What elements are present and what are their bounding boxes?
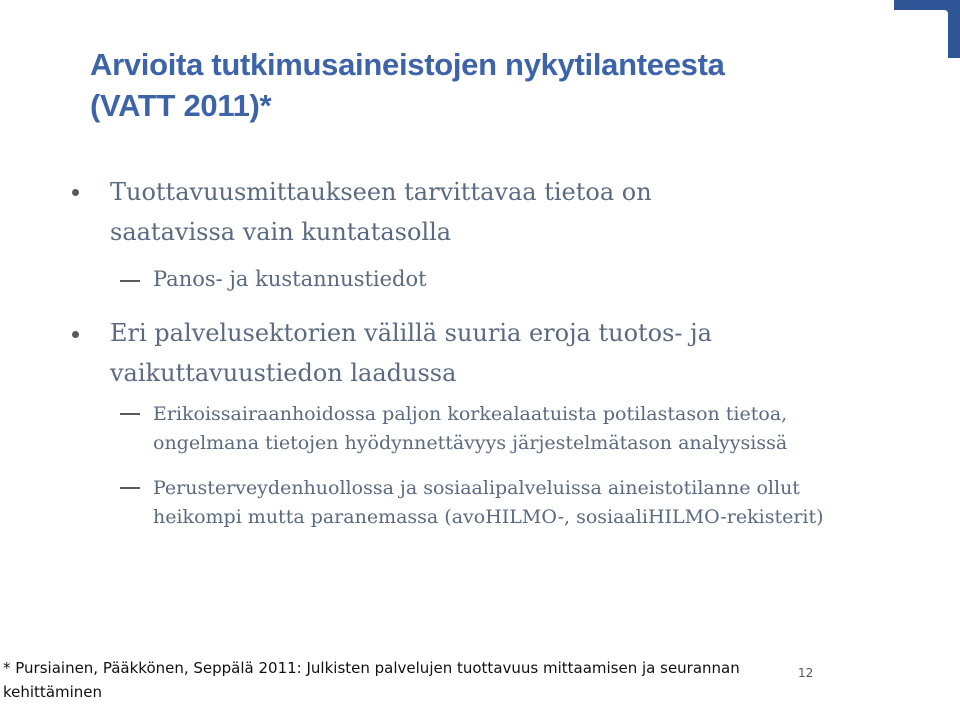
footnote-line-2: kehittäminen [3, 683, 103, 701]
page-number: 12 [798, 666, 814, 680]
dash-icon [120, 280, 140, 282]
bullet-1-text [110, 172, 870, 252]
bullet-1-line-1: Tuottavuusmittaukseen tarvittavaa tietoa on [110, 178, 652, 206]
bullet-2-line-2: vaikuttavuustiedon laadussa [110, 359, 457, 387]
dash-icon [120, 413, 140, 415]
subitem-1-1 [153, 265, 933, 294]
footnote [3, 656, 803, 704]
subitem-2-1 [153, 400, 933, 458]
slide-title [90, 44, 870, 126]
corner-decoration-icon [890, 0, 960, 70]
subitem-2-1-line-2: ongelmana tietojen hyödynnettävyys järjestelmätason analyysissä [153, 432, 788, 454]
bullet-dot-icon [72, 331, 79, 338]
bullet-2-text [110, 313, 870, 393]
bullet-1-line-2: saatavissa vain kuntatasolla [110, 218, 452, 246]
title-line-1: Arvioita tutkimusaineistojen nykytilanteesta [90, 47, 725, 82]
bullet-2-line-1: Eri palvelusektorien välillä suuria eroja tuotos- ja [110, 319, 712, 347]
subitem-2-2-line-2: heikompi mutta paranemassa (avoHILMO-, sosiaaliHILMO-rekisterit) [153, 506, 824, 528]
subitem-1-1-line-1: Panos- ja kustannustiedot [153, 267, 427, 291]
title-line-2: (VATT 2011)* [90, 88, 272, 123]
subitem-2-1-line-1: Erikoissairaanhoidossa paljon korkealaatuista potilastason tietoa, [153, 403, 788, 425]
bullet-dot-icon [72, 189, 79, 196]
footnote-line-1: * Pursiainen, Pääkkönen, Seppälä 2011: Julkisten palvelujen tuottavuus mittaamisen ja seurannan [3, 659, 740, 677]
dash-icon [120, 487, 140, 489]
subitem-2-2-line-1: Perusterveydenhuollossa ja sosiaalipalveluissa aineistotilanne ollut [153, 477, 800, 499]
subitem-2-2 [153, 474, 933, 532]
